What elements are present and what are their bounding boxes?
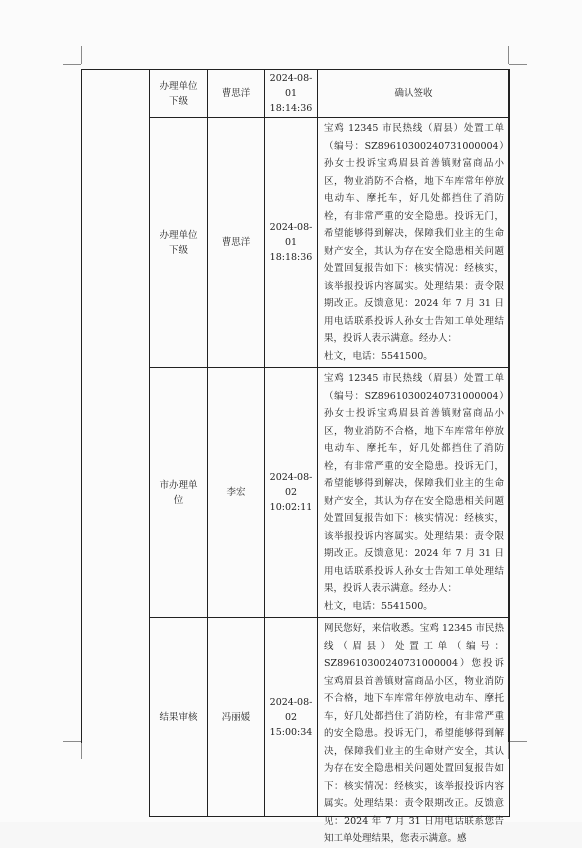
table-row xyxy=(150,618,510,817)
unit-cell: 办理单位 下级 xyxy=(150,70,208,118)
table-row xyxy=(150,70,510,118)
crop-mark xyxy=(509,64,527,65)
time-cell: 2024-08- 02 10:02:11 xyxy=(265,368,318,618)
crop-mark xyxy=(509,741,527,742)
content-cell-wrapper xyxy=(318,618,510,844)
handler-cell: 冯丽媛 xyxy=(208,618,265,817)
time-cell: 2024-08- 02 15:00:34 xyxy=(265,618,318,817)
table-left-column xyxy=(81,69,150,743)
time-cell: 2024-08- 01 18:18:36 xyxy=(265,118,318,368)
unit-cell: 市办理单 位 xyxy=(150,368,208,618)
content-cell: 宝鸡 12345 市民热线（眉县）处置工单（编号：SZ89610300240731000004）孙女士投诉宝鸡眉县首善镇财富商品小区，物业消防不合格，地下车库常年停放电动车、摩托车，好几处都挡住了消防栓，有非常严重的安全隐患。投诉无门，希望能够得到解决，保障我们业主的生命财产安全，其认为存在安全隐患相关问题处置回复报告如下：核实情况：经核实，该举报投诉内容属实。处理结果：责令限期改正。反馈意见：2024 年 7 月 31 日用电话联系投诉人孙女士告知工单处理结果，投诉人表示满意。经办人： 杜文，电话：5541500。 xyxy=(318,368,510,618)
content-cell: 网民您好，来信收悉。宝鸡 12345 市民热线（眉县）处置工单（编号：SZ89610300240731000004）您投诉宝鸡眉县首善镇财富商品小区，物业消防不合格，地下车库常年停放电动车、摩托车，好几处都挡住了消防栓，有非常严重的安全隐患。投诉无门，希望能够得到解决，保障我们业主的生命财产安全，其认为存在安全隐患相关问题处置回复报告如下：核实情况：经核实，该举报投诉内容属实。处理结果：责令限期改正。反馈意见：2024 年 7 月 31 日用电话联系您告知工单处理结果，您表示满意。感 xyxy=(324,623,504,844)
handler-cell: 曹思洋 xyxy=(208,118,265,368)
content-cell: 宝鸡 12345 市民热线（眉县）处置工单（编号：SZ89610300240731000004）孙女士投诉宝鸡眉县首善镇财富商品小区，物业消防不合格，地下车库常年停放电动车、摩托车，好几处都挡住了消防栓，有非常严重的安全隐患。投诉无门，希望能够得到解决，保障我们业主的生命财产安全，其认为存在安全隐患相关问题处置回复报告如下：核实情况：经核实，该举报投诉内容属实。处理结果：责令限期改正。反馈意见：2024 年 7 月 31 日用电话联系投诉人孙女士告知工单处理结果，投诉人表示满意。经办人： 杜文，电话：5541500。 xyxy=(318,118,510,368)
table-row xyxy=(150,368,510,618)
time-cell: 2024-08- 01 18:14:36 xyxy=(265,70,318,118)
handler-cell: 李宏 xyxy=(208,368,265,618)
processing-flow-table xyxy=(149,69,510,844)
unit-cell: 结果审核 xyxy=(150,618,208,817)
crop-mark xyxy=(63,741,81,742)
crop-mark xyxy=(508,46,509,64)
crop-mark xyxy=(63,64,81,65)
handler-cell: 曹思洋 xyxy=(208,70,265,118)
unit-cell: 办理单位 下级 xyxy=(150,118,208,368)
content-cell: 确认签收 xyxy=(318,70,510,118)
crop-mark xyxy=(81,46,82,64)
table-row xyxy=(150,118,510,368)
crop-mark xyxy=(81,741,82,759)
